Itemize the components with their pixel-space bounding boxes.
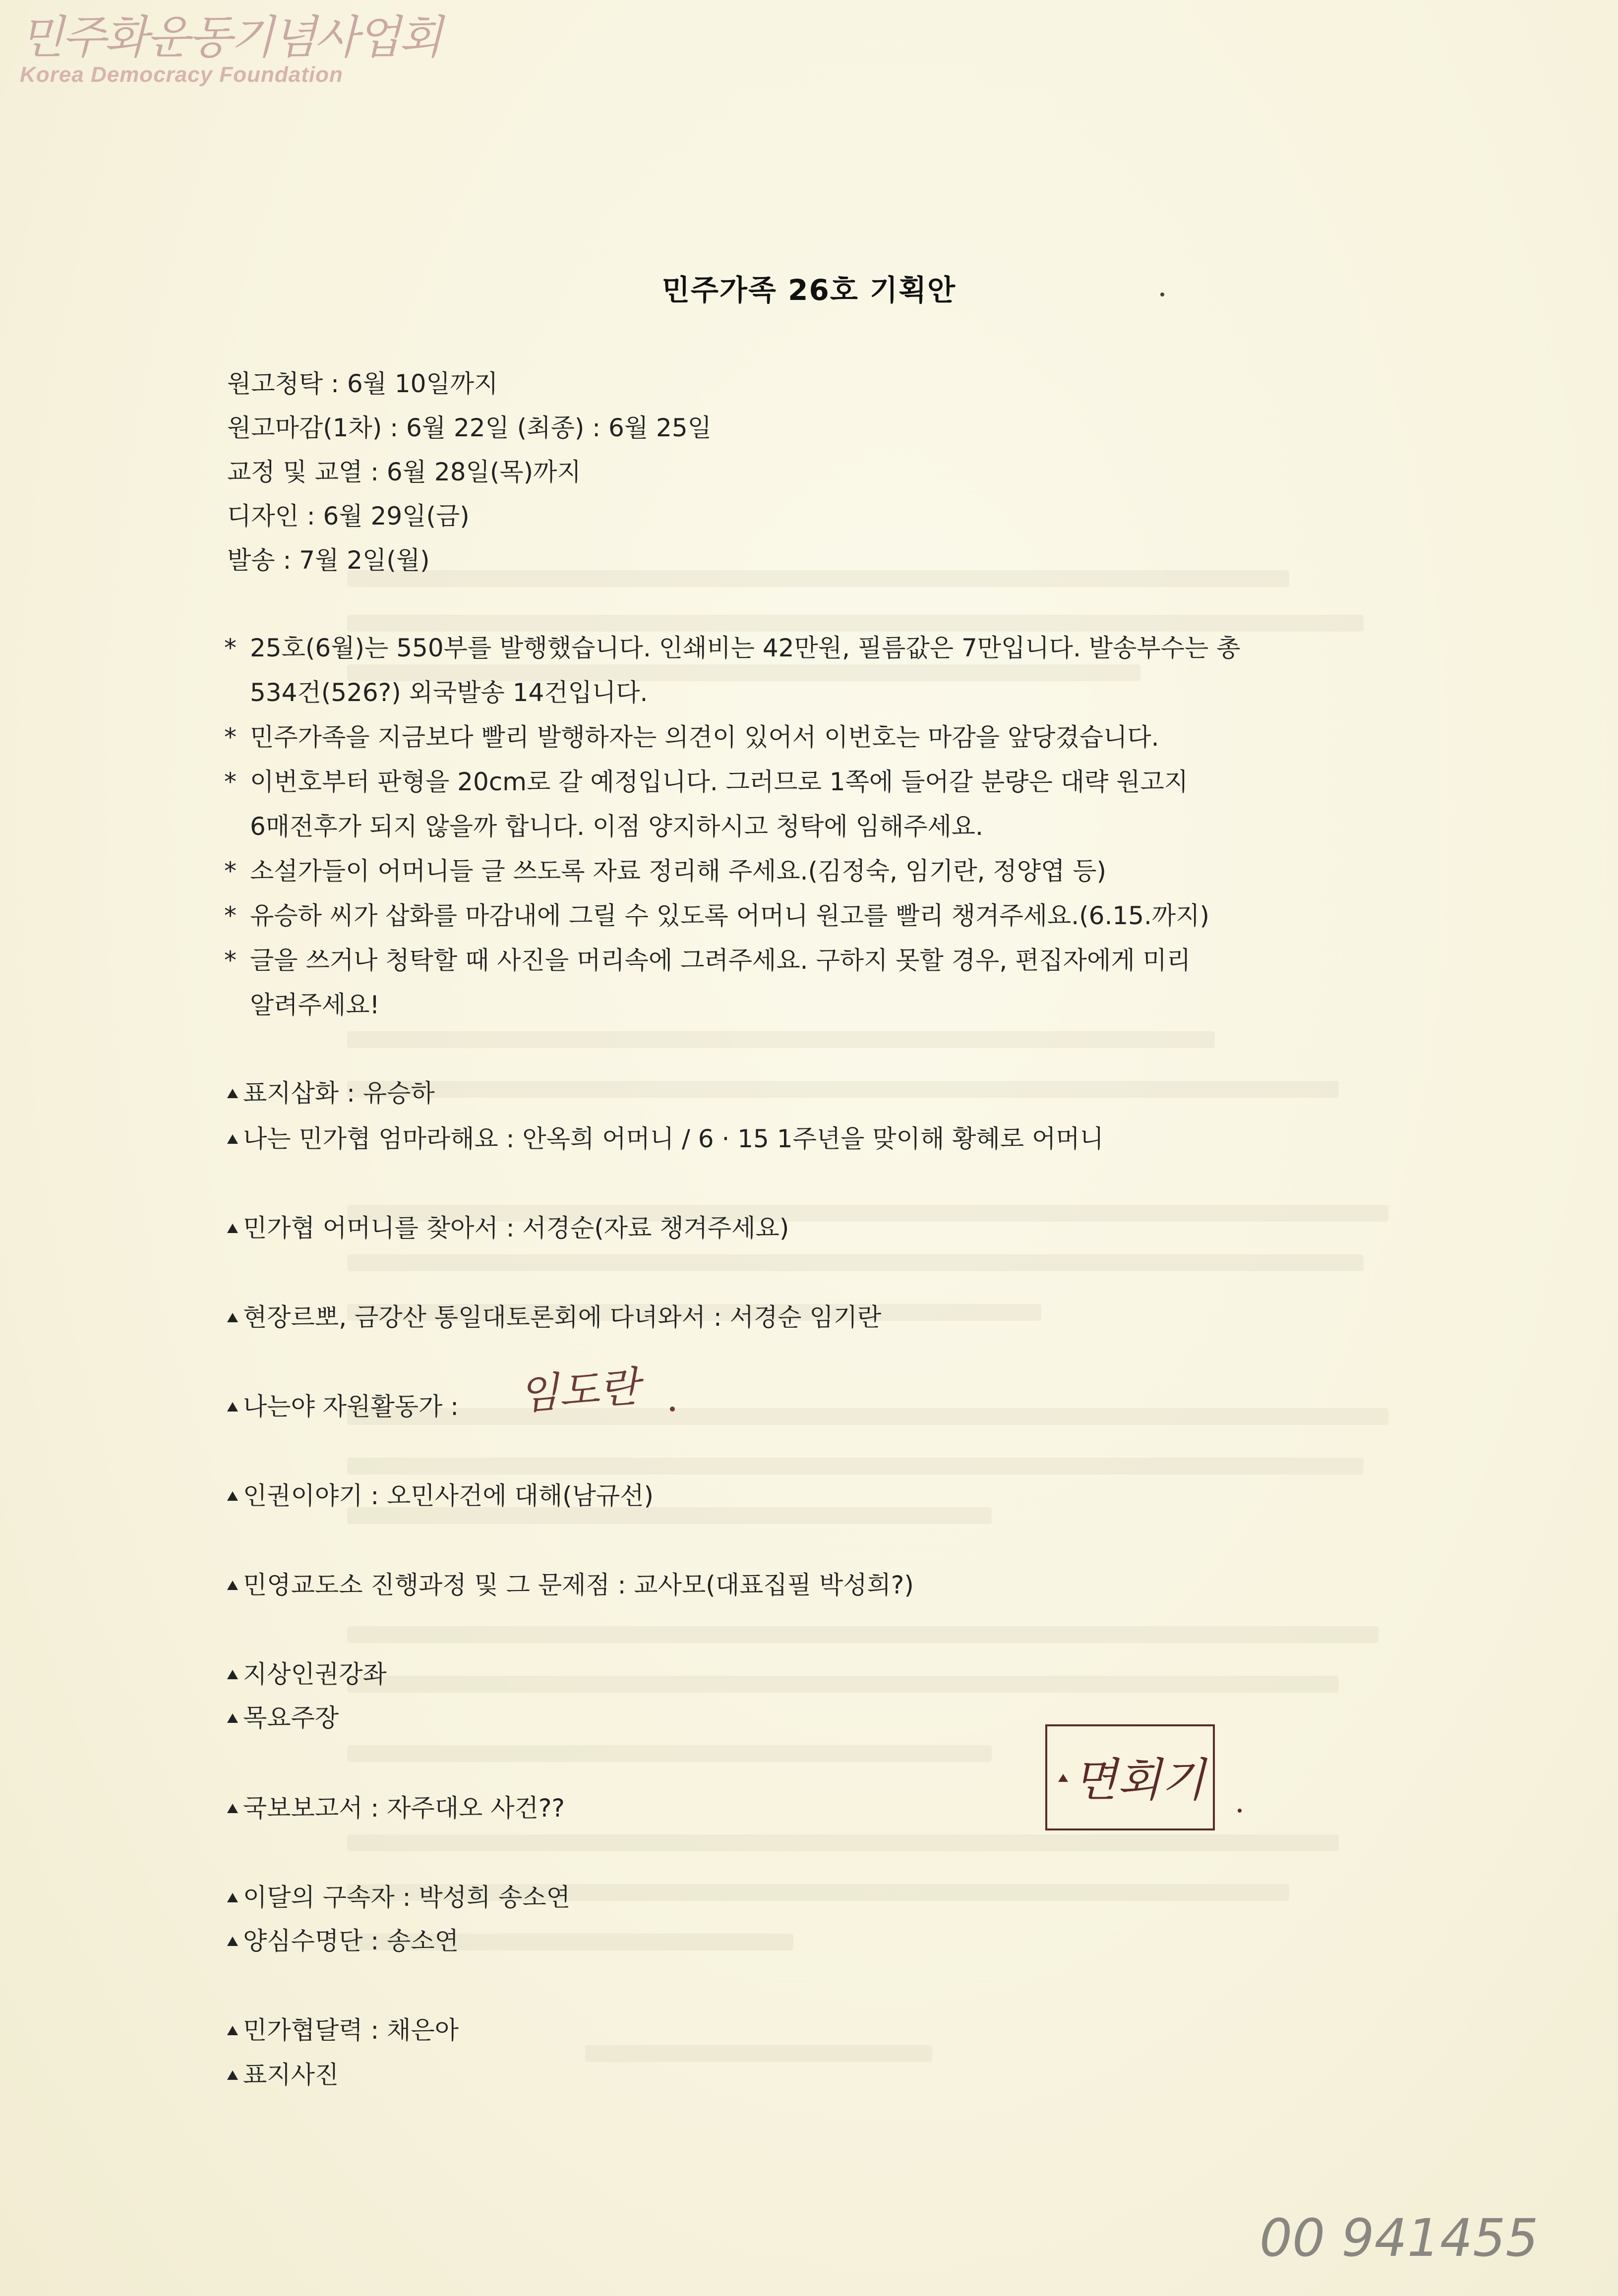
schedule-section bbox=[227, 362, 712, 583]
document-title: 민주가족 26호 기획안 bbox=[661, 273, 957, 307]
logo-korean-text: 민주화운동기념사업회 bbox=[20, 11, 441, 64]
asterisk-bullet: * bbox=[224, 901, 237, 930]
triangle-bullet-icon bbox=[227, 1581, 238, 1590]
plan-item-text: 현장르뽀, 금강산 통일대토론회에 다녀와서 : 서경순 임기란 bbox=[243, 1303, 882, 1332]
handwriting-volunteer-svg bbox=[516, 1363, 694, 1423]
triangle-bullet-icon bbox=[227, 1713, 238, 1723]
plan-item-calendar bbox=[227, 2013, 459, 2048]
plan-item-text: 양심수명단 : 송소연 bbox=[243, 1927, 459, 1955]
boxed-note-svg bbox=[1047, 1726, 1213, 1828]
note-text: 소설가들이 어머니들 글 쓰도록 자료 정리해 주세요.(김정숙, 임기란, 정양엽 등) bbox=[250, 857, 1107, 885]
plan-item-mother-column bbox=[227, 1121, 1104, 1156]
triangle-bullet-icon bbox=[227, 1804, 238, 1813]
handwritten-boxed-note bbox=[1045, 1724, 1215, 1830]
note-item bbox=[224, 760, 1424, 849]
plan-item-private-prison bbox=[227, 1568, 914, 1602]
note-text: 이번호부터 판형을 20cm로 갈 예정입니다. 그러므로 1쪽에 들어갈 분량은 대략 원고지 6매전후가 되지 않을까 합니다. 이점 양지하시고 청탁에 임해주세요. bbox=[250, 767, 1189, 841]
triangle-bullet-icon bbox=[227, 1491, 238, 1501]
plan-item-nsl-report bbox=[227, 1791, 565, 1825]
note-text: 유승하 씨가 삽화를 마감내에 그릴 수 있도록 어머니 원고를 빨리 챙겨주세요.(6.15.까지) bbox=[250, 901, 1209, 930]
triangle-bullet-icon bbox=[227, 1402, 238, 1412]
note-item bbox=[224, 893, 1424, 938]
plan-item-text: 민영교도소 진행과정 및 그 문제점 : 교사모(대표집필 박성희?) bbox=[243, 1571, 914, 1599]
note-item bbox=[224, 715, 1424, 760]
triangle-bullet-icon bbox=[227, 2026, 238, 2035]
triangle-bullet-icon bbox=[227, 1224, 238, 1233]
plan-item-text: 표지삽화 : 유승하 bbox=[243, 1079, 435, 1108]
asterisk-bullet: * bbox=[224, 857, 237, 885]
triangle-bullet-icon bbox=[227, 1089, 238, 1098]
plan-item-thursday-statement bbox=[227, 1701, 339, 1735]
triangle-bullet-icon bbox=[227, 1670, 238, 1679]
plan-item-field-report bbox=[227, 1300, 881, 1335]
volunteer-name-handwriting: 임도란 bbox=[517, 1363, 641, 1419]
triangle-bullet-icon bbox=[227, 1134, 238, 1144]
plan-item-prisoner-list bbox=[227, 1924, 459, 1958]
asterisk-bullet: * bbox=[224, 634, 237, 662]
asterisk-bullet: * bbox=[224, 723, 237, 752]
plan-item-cover-illustration bbox=[227, 1076, 435, 1111]
plan-item-human-rights-story bbox=[227, 1478, 654, 1513]
notes-section bbox=[224, 626, 1424, 1027]
plan-item-text: 지상인권강좌 bbox=[243, 1660, 387, 1689]
plan-item-prisoner-of-month bbox=[227, 1880, 570, 1915]
schedule-manuscript-request: 원고청탁 : 6월 10일까지 bbox=[227, 369, 498, 398]
asterisk-bullet: * bbox=[224, 946, 237, 975]
triangle-bullet-icon bbox=[227, 1893, 238, 1902]
plan-item-text: 민가협달력 : 채은아 bbox=[243, 2016, 459, 2045]
foundation-watermark-logo bbox=[20, 11, 441, 87]
plan-item-volunteer bbox=[227, 1389, 459, 1424]
archive-number-handwriting: 00 941455 bbox=[1259, 2208, 1539, 2268]
plan-item-cover-photo bbox=[227, 2058, 339, 2092]
plan-item-text: 국보보고서 : 자주대오 사건?? bbox=[243, 1794, 565, 1823]
triangle-bullet-icon bbox=[227, 1937, 238, 1946]
title-pen-dot bbox=[1160, 293, 1164, 296]
plan-item-text: 이달의 구속자 : 박성희 송소연 bbox=[243, 1883, 571, 1912]
plan-item-visiting-mothers bbox=[227, 1211, 789, 1245]
boxed-note-pen-dot bbox=[1238, 1809, 1242, 1813]
note-item bbox=[224, 626, 1424, 715]
asterisk-bullet: * bbox=[224, 767, 237, 796]
note-text: 글을 쓰거나 청탁할 때 사진을 머리속에 그려주세요. 구하지 못할 경우, 편집자에게 미리 알려주세요! bbox=[250, 946, 1191, 1019]
schedule-proofreading: 교정 및 교열 : 6월 28일(목)까지 bbox=[227, 458, 581, 486]
plan-item-text: 표지사진 bbox=[243, 2061, 339, 2089]
schedule-shipping: 발송 : 7월 2일(월) bbox=[227, 546, 430, 575]
schedule-design: 디자인 : 6월 29일(금) bbox=[227, 502, 470, 530]
schedule-manuscript-deadline: 원고마감(1차) : 6월 22일 (최종) : 6월 25일 bbox=[227, 413, 712, 442]
plan-item-text: 나는 민가협 엄마라해요 : 안옥희 어머니 / 6 · 15 1주년을 맞이해 황혜로 어머니 bbox=[243, 1124, 1104, 1153]
plan-item-text: 목요주장 bbox=[243, 1704, 339, 1732]
logo-english-text: Korea Democracy Foundation bbox=[20, 62, 343, 87]
archive-number bbox=[1259, 2201, 1557, 2273]
note-item bbox=[224, 849, 1424, 893]
plan-item-text: 민가협 어머니를 찾아서 : 서경순(자료 챙겨주세요) bbox=[243, 1214, 789, 1242]
boxed-note-handwriting: 면회기 bbox=[1073, 1754, 1205, 1807]
handwritten-volunteer-name bbox=[516, 1363, 694, 1425]
note-text: 25호(6월)는 550부를 발행했습니다. 인쇄비는 42만원, 필름값은 7만입니다. 발송부수는 총 534건(526?) 외국발송 14건입니다. bbox=[250, 634, 1241, 707]
plan-item-text: 인권이야기 : 오민사건에 대해(남규선) bbox=[243, 1481, 654, 1510]
triangle-bullet-icon bbox=[227, 2070, 238, 2080]
note-text: 민주가족을 지금보다 빨리 발행하자는 의견이 있어서 이번호는 마감을 앞당겼습니다. bbox=[250, 723, 1159, 752]
triangle-bullet-icon bbox=[227, 1313, 238, 1322]
plan-item-human-rights-lecture bbox=[227, 1657, 387, 1692]
note-item bbox=[224, 938, 1424, 1027]
plan-item-text: 나는야 자원활동가 : bbox=[243, 1392, 459, 1421]
archive-number-svg bbox=[1259, 2201, 1557, 2271]
